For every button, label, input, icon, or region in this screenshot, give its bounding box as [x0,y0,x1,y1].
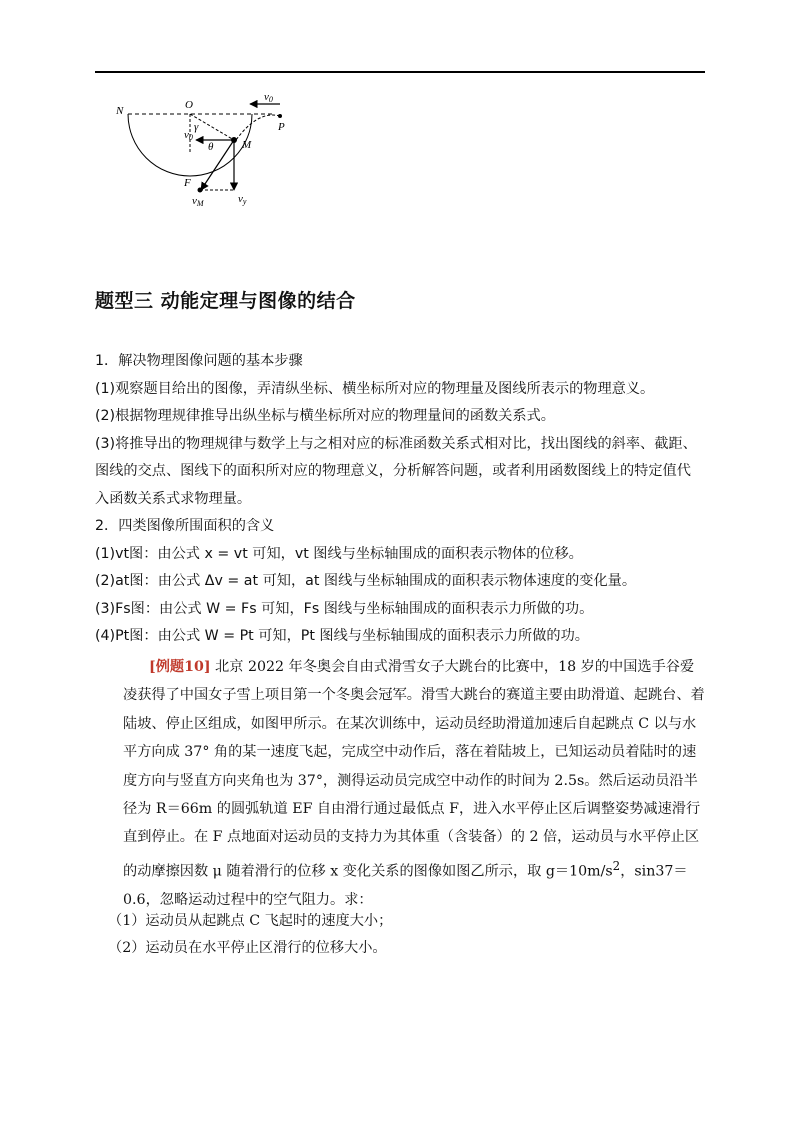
method-step-1: (1)观察题目给出的图像，弄清纵坐标、横坐标所对应的物理量及图线所表示的物理意义。 [95,380,655,397]
label-m: M [242,139,252,151]
point-f [198,188,203,193]
label-vm: vM [192,195,204,208]
question-2: （2）运动员在水平停止区滑行的位移大小。 [108,940,387,956]
point-m [231,137,237,143]
area-fs: (3)Fs图：由公式 W = Fs 可知，Fs 图线与坐标轴围成的面积表示力所做的功。 [95,600,594,617]
label-theta: θ [208,141,214,153]
projectile-circle-figure [108,90,308,215]
label-f: F [184,177,191,189]
example-superscript: 2 [612,858,621,873]
example-tag: [例题10] [149,659,211,675]
area-pt: (4)Pt图：由公式 W = Pt 可知，Pt 图线与坐标轴围成的面积表示力所做的功。 [95,628,589,644]
example-problem [123,653,708,914]
label-v0-mid: v0 [184,129,193,142]
method-section [95,348,705,651]
method-heading-1: 1．解决物理图像问题的基本步骤 [95,353,303,369]
area-vt: (1)vt图：由公式 x = vt 可知，vt 图线与坐标轴围成的面积表示物体的位移。 [95,545,583,562]
example-body [123,653,708,914]
label-vy: vy [238,193,247,206]
method-step-3: (3)将推导出的物理规律与数学上与之相对应的标准函数关系式相对比，找出图线的斜率、截距、图线的交点、图线下的面积所对应的物理意义，分析解答问题，或者利用函数图线上的特定值代入函数关系式求物理量。 [95,435,697,507]
method-step-2: (2)根据物理规律推导出纵坐标与横坐标所对应的物理量间的函数关系式。 [95,408,555,424]
label-v0-top: v0 [264,91,273,104]
method-heading-2: 2．四类图像所围面积的含义 [95,518,275,534]
section-title: 题型三 动能定理与图像的结合 [95,290,356,312]
header-rule [95,71,705,73]
label-o: O [185,99,193,111]
question-1: （1）运动员从起跳点 C 飞起时的速度大小； [108,913,393,929]
example-text-part-2: ，sin37＝0.6，忽略运动过程中的空气阻力。求： [123,863,688,908]
label-p: P [278,121,285,133]
example-questions [108,908,708,962]
vm-arrow [201,140,234,190]
trajectory-dashed-curve [236,115,280,140]
point-p [278,114,282,118]
example-text-part-1: 北京 2022 年冬奥会自由式滑雪女子大跳台的比赛中，18 岁的中国选手谷爱凌获得了中国女子雪上项目第一个冬奥会冠军。滑雪大跳台的赛道主要由助滑道、起跳台、着陆坡、停止区组成，如图甲所示。在某次训练中，运动员经助滑道加速后自起跳点 C 以与水平方向成 37° 角的某一速度飞起，完成空中动作后，落在着陆坡上，已知运动员着陆时的速度方向与竖直方向夹角也为 37°，测得运动员完成空中动作的时间为 2.5s。然后运动员沿半径为 R＝66m 的圆弧轨道 EF 自由滑行通过最低点 F，进入水平停止区后调整姿势减速滑行直到停止。在 F 点地面对运动员的支持力为其体重（含装备）的 2 倍，运动员与水平停止区的动摩擦因数 μ 随着滑行的位移 x 变化关系的图像如图乙所示，取 g＝10m/s [123,659,705,880]
area-at: (2)at图：由公式 Δv = at 可知，at 图线与坐标轴围成的面积表示物体速度的变化量。 [95,573,637,589]
label-gamma: γ [194,121,199,133]
label-n: N [116,105,124,117]
